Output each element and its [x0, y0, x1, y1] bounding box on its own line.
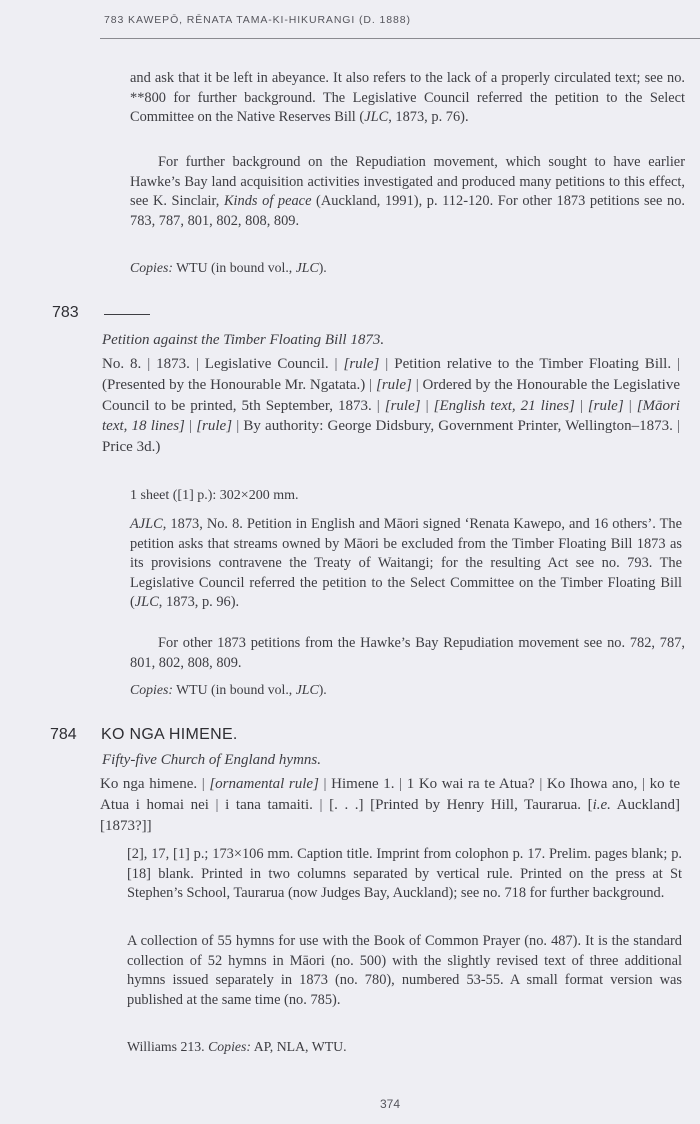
running-head-rule	[100, 38, 700, 39]
entry-number-783: 783	[52, 304, 79, 321]
entry-783-note	[130, 515, 682, 613]
text-span: Petition relative to the Timber Floating Bill.	[388, 356, 677, 372]
entry-783-copies	[130, 680, 685, 700]
copies-label: Copies:	[208, 1039, 251, 1054]
italic-span: [ornamental rule]	[209, 776, 319, 792]
text-span: , 1873, No. 8. Petition in English and Māori signed ‘Renata Kawepo, and 16 others’. The petition asks that streams owned by Māori be excluded from the Timber Floating Bill 1873 as its provisions contravene the Treaty of Waitangi; for the resulting Act see no. 793. The Legislative Council referred the petition to the Select Committee on the Timber Floating Bill (	[130, 516, 682, 611]
text-span: ).	[318, 260, 327, 275]
italic-span: [rule]	[376, 376, 412, 393]
author-repeat-rule	[104, 314, 150, 315]
line-separator: |	[201, 776, 205, 792]
line-separator: |	[628, 397, 632, 414]
line-separator: |	[415, 376, 419, 393]
entry-784-collation: [2], 17, [1] p.; 173×106 mm. Caption title. Imprint from colophon p. 17. Prelim. pages blank; p. [18] blank. Printed in two columns separated by vertical rule. Printed on the press at St Stephen’s School, Taurarua (now Judges Bay, Auckland); see no. 718 for further background.	[127, 846, 682, 902]
text-span: Legislative Council.	[198, 356, 335, 372]
italic-span: JLC	[295, 260, 319, 275]
entry-784-subtitle: Fifty-five Church of England hymns.	[102, 752, 321, 768]
line-separator: |	[236, 418, 240, 435]
italic-span: Kinds of peace	[223, 193, 312, 210]
line-separator: |	[195, 356, 199, 372]
italic-span: JLC	[134, 594, 159, 611]
text-span: Himene 1.	[326, 776, 400, 792]
line-separator: |	[539, 776, 543, 792]
line-separator: |	[385, 356, 389, 372]
italic-span: AJLC	[130, 516, 163, 532]
text-span: (Presented by the Honourable Mr. Ngatata.)	[102, 376, 370, 393]
text-span: Price 3d.)	[102, 439, 161, 456]
text-span: i tana tamaiti.	[218, 796, 320, 813]
italic-span: [English text, 21 lines]	[433, 397, 575, 414]
line-separator: |	[641, 776, 645, 792]
text-span: Ko Ihowa ano,	[542, 776, 642, 792]
line-separator: |	[189, 418, 193, 435]
text-span: ko te Atua i homai nei	[100, 776, 681, 813]
running-head: 783 KAWEPŌ, RĒNATA TAMA-KI-HIKURANGI (D. 1888)	[104, 14, 411, 26]
text-span: 1 Ko wai ra te Atua?	[402, 776, 540, 792]
line-separator: |	[334, 356, 338, 372]
italic-span: [Māori text, 18 lines]	[102, 397, 681, 435]
copies-label: Copies:	[130, 682, 173, 697]
line-separator: |	[319, 796, 323, 813]
text-span: For further background on the Repudiation movement, which sought to have earlier Hawke’s Bay land acquisition activities investigated and produced many petitions to this effect, see K. Sinclair,	[130, 154, 685, 210]
entry-783-title: Petition against the Timber Floating Bill 1873.	[102, 332, 385, 348]
italic-span: [rule]	[384, 397, 421, 414]
text-span: WTU (in bound vol.,	[172, 260, 296, 275]
line-separator: |	[677, 356, 681, 372]
text-span: By authority: George Didsbury, Government Printer, Wellington–1873.	[239, 418, 677, 435]
line-separator: |	[376, 397, 380, 414]
text-span: ).	[318, 682, 327, 697]
entry-784-title: KO NGA HIMENE.	[101, 726, 238, 743]
line-separator: |	[579, 397, 583, 414]
entry-784-note: A collection of 55 hymns for use with the Book of Common Prayer (no. 487). It is the standard collection of 52 hymns in Māori (no. 500) with the slightly revised text of three additional hymns issued separately in 1873 (no. 780), numbered 53-55. A small format version was published at the same time (no. 785).	[127, 933, 682, 1008]
line-separator: |	[369, 376, 373, 393]
text-span: 1873.	[150, 356, 196, 372]
italic-span: [rule]	[196, 418, 233, 435]
line-separator: |	[323, 776, 327, 792]
entry-783-collation: 1 sheet ([1] p.): 302×200 mm.	[130, 488, 299, 503]
entry-783-note-2: For other 1873 petitions from the Hawke’s Bay Repudiation movement see no. 782, 787, 801, 802, 808, 809.	[130, 635, 685, 671]
entry-784-transcription	[100, 774, 680, 836]
italic-span: JLC	[295, 682, 319, 697]
line-separator: |	[425, 397, 429, 414]
italic-span: [rule]	[587, 397, 624, 414]
text-span: WTU (in bound vol.,	[172, 682, 296, 697]
williams-reference: Williams 213.	[127, 1039, 209, 1054]
continuation-paragraph-1	[130, 69, 685, 128]
text-span: and ask that it be left in abeyance. It also refers to the lack of a properly circulated text; see no. **800 for further background. The Legislative Council referred the petition to the Select Committee on the Native Reserves Bill (	[130, 70, 685, 126]
line-separator: |	[215, 796, 219, 813]
entry-783-transcription	[102, 354, 680, 458]
page-number: 374	[380, 1097, 401, 1111]
line-separator: |	[147, 356, 151, 372]
entry-784-copies	[127, 1037, 682, 1057]
italic-span: JLC	[364, 109, 389, 126]
text-span: Auckland] [1873?]]	[100, 796, 680, 834]
text-span: Ko nga himene.	[100, 776, 202, 792]
text-span: AP, NLA, WTU.	[251, 1039, 347, 1054]
italic-span: i.e.	[592, 796, 611, 813]
line-separator: |	[677, 418, 681, 435]
entry-number-784: 784	[50, 726, 77, 743]
text-span: No. 8.	[102, 356, 148, 372]
text-span: , 1873, p. 96).	[158, 594, 240, 611]
text-span: [. . .] [Printed by Henry Hill, Taurarua. [	[322, 796, 593, 813]
line-separator: |	[399, 776, 403, 792]
copies-label: Copies:	[130, 260, 173, 275]
text-span: Ordered by the Honourable the Legislative Council to be printed, 5th September, 1873.	[102, 376, 680, 414]
continuation-paragraph-2	[130, 153, 685, 231]
text-span: (Auckland, 1991), p. 112-120. For other 1873 petitions see no. 783, 787, 801, 802, 808, 809.	[130, 193, 686, 229]
italic-span: [rule]	[343, 356, 380, 372]
continuation-copies	[130, 258, 685, 278]
text-span: , 1873, p. 76).	[388, 109, 469, 126]
